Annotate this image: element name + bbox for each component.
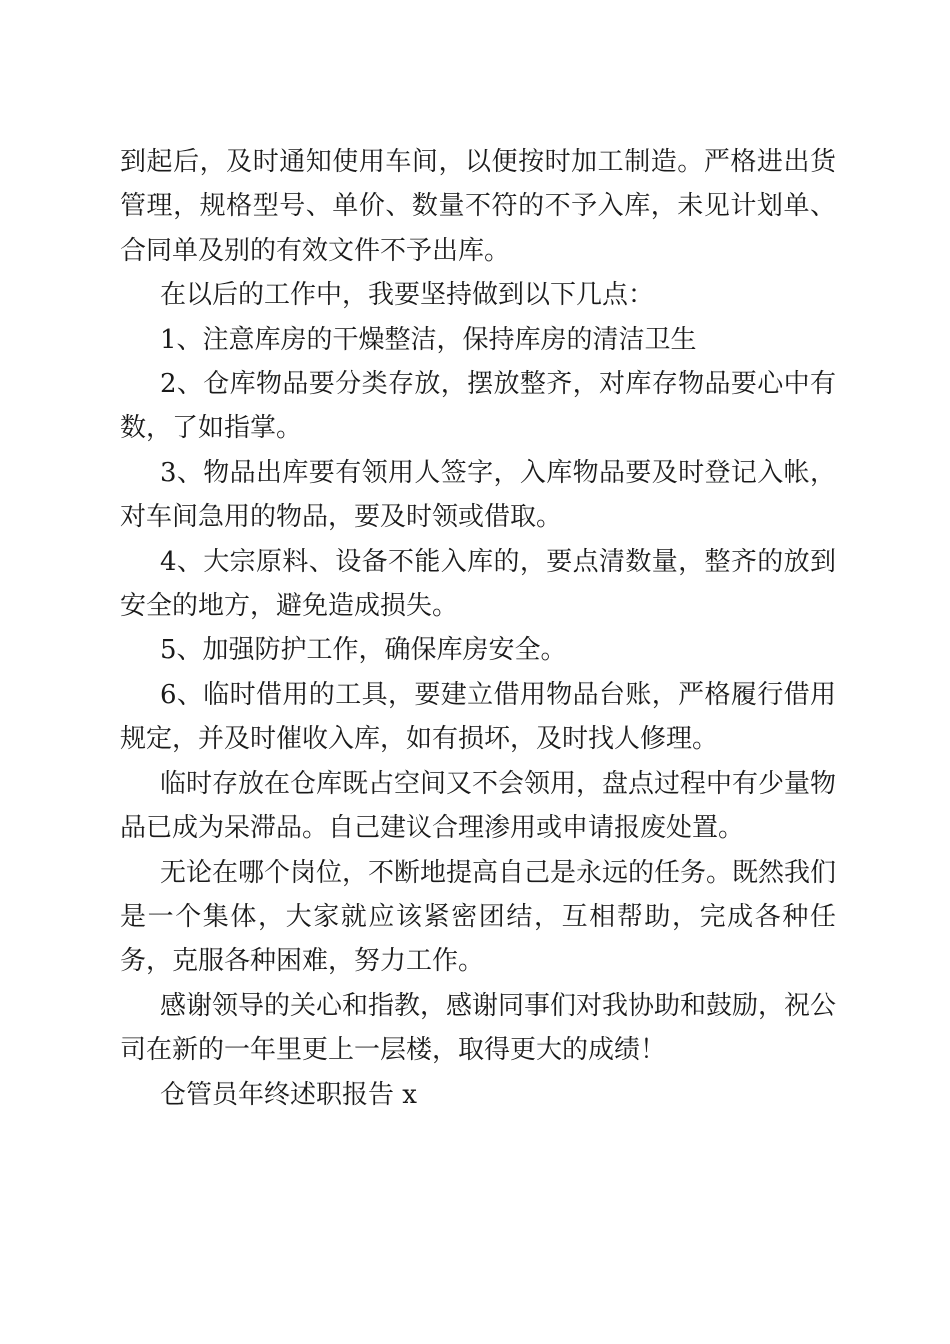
- paragraph-point-4: 4、大宗原料、设备不能入库的，要点清数量，整齐的放到安全的地方，避免造成损失。: [120, 546, 836, 622]
- document-body: [120, 140, 836, 1117]
- paragraph-point-1: 1、注意库房的干燥整洁，保持库房的清洁卫生: [160, 324, 697, 355]
- paragraph-teamwork: 无论在哪个岗位，不断地提高自己是永远的任务。既然我们是一个集体，大家就应该紧密团结，互相帮助，完成各种任务，克服各种困难，努力工作。: [120, 857, 837, 977]
- paragraph-inbound-management: 到起后，及时通知使用车间，以便按时加工制造。严格进出货管理，规格型号、单价、数量不符的不予入库，未见计划单、合同单及别的有效文件不予出库。: [120, 147, 836, 266]
- paragraph-thanks: 感谢领导的关心和指教，感谢同事们对我协助和鼓励，祝公司在新的一年里更上一层楼，取得更大的成绩！: [120, 990, 837, 1066]
- paragraph-point-2: 2、仓库物品要分类存放，摆放整齐，对库存物品要心中有数，了如指掌。: [120, 369, 836, 444]
- paragraph-future-work-intro: 在以后的工作中，我要坚持做到以下几点：: [160, 280, 655, 311]
- paragraph-point-5: 5、加强防护工作，确保库房安全。: [160, 635, 567, 666]
- paragraph-idle-stock: 临时存放在仓库既占空间又不会领用，盘点过程中有少量物品已成为呆滞品。自己建议合理渗用或申请报废处置。: [120, 768, 837, 844]
- paragraph-point-3: 3、物品出库要有领用人签字，入库物品要及时登记入帐，对车间急用的物品，要及时领或借取。: [120, 457, 836, 533]
- paragraph-point-6: 6、临时借用的工具，要建立借用物品台账，严格履行借用规定，并及时催收入库，如有损坏，及时找人修理。: [120, 679, 836, 755]
- document-title-line: 仓管员年终述职报告 x: [160, 1079, 417, 1110]
